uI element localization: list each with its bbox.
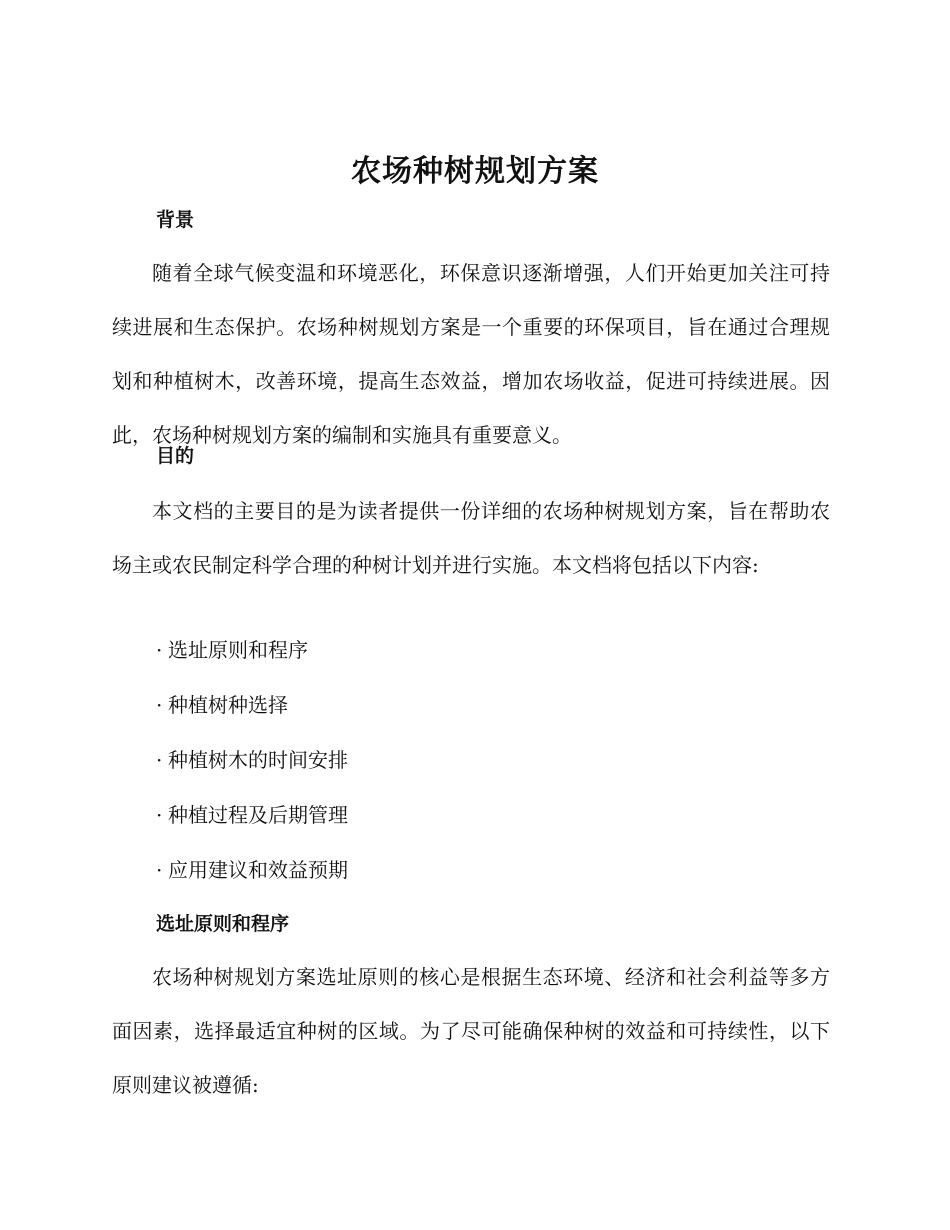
list-item-text: 种植树木的时间安排 (168, 748, 348, 772)
list-item-text: 应用建议和效益预期 (168, 858, 348, 882)
bullet-dot: · (156, 803, 163, 827)
bullet-dot: · (156, 693, 163, 717)
document-title: 农场种树规划方案 (351, 154, 599, 189)
list-item-text: 种植过程及后期管理 (168, 803, 348, 827)
section-paragraph-purpose: 本文档的主要目的是为读者提供一份详细的农场种树规划方案，旨在帮助农场主或农民制定科学合理的种树计划并进行实施。本文档将包括以下内容: (112, 499, 830, 577)
section-heading-background: 背景 (156, 209, 195, 231)
section-heading-site-selection: 选址原则和程序 (156, 913, 290, 935)
list-item (156, 852, 348, 907)
section-heading-purpose: 目的 (156, 445, 195, 467)
list-item (156, 797, 348, 852)
bullet-dot: · (156, 748, 163, 772)
list-item-text: 选址原则和程序 (168, 638, 308, 662)
bullet-dot: · (156, 638, 163, 662)
bullet-dot: · (156, 858, 163, 882)
section-paragraph-site-selection: 农场种树规划方案选址原则的核心是根据生态环境、经济和社会利益等多方面因素，选择最适宜种树的区域。为了尽可能确保种树的效益和可持续性，以下原则建议被遵循: (112, 965, 830, 1097)
list-item-text: 种植树种选择 (168, 693, 288, 717)
list-item (156, 687, 348, 742)
purpose-list (156, 632, 348, 907)
section-paragraph-background: 随着全球气候变温和环境恶化，环保意识逐渐增强，人们开始更加关注可持续进展和生态保护。农场种树规划方案是一个重要的环保项目，旨在通过合理规划和种植树木，改善环境，提高生态效益，增加农场收益，促进可持续进展。因此，农场种树规划方案的编制和实施具有重要意义。 (112, 261, 830, 447)
list-item (156, 632, 348, 687)
list-item (156, 742, 348, 797)
